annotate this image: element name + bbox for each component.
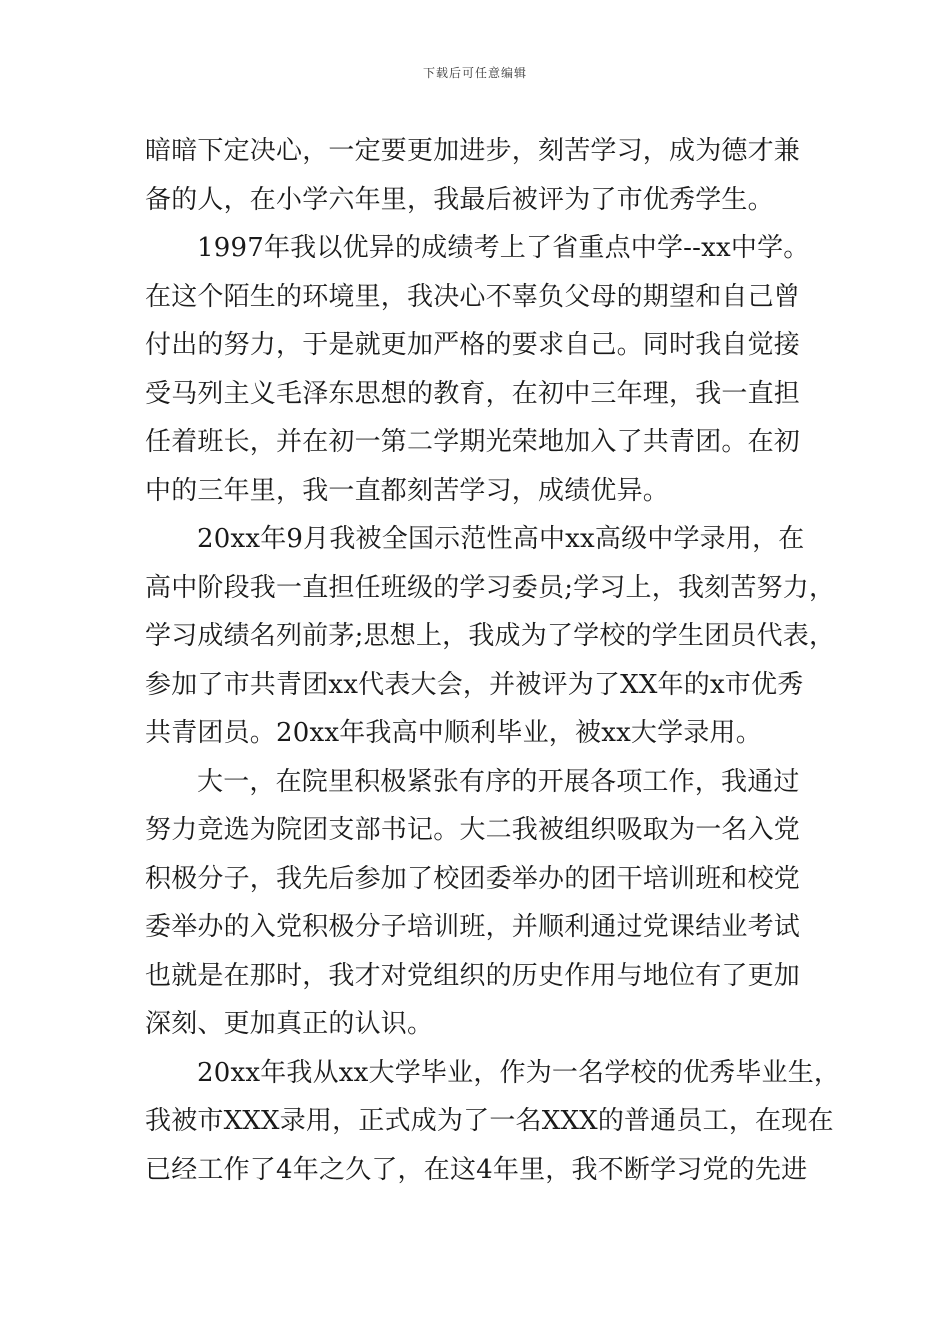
page-header: 下载后可任意编辑 (422, 66, 527, 80)
text-line: 任着班长，并在初一第二学期光荣地加入了共青团。在初 (145, 427, 801, 457)
text-line: 深刻、更加真正的认识。 (145, 1009, 434, 1039)
text-line: 已经工作了4年之久了，在这4年里，我不断学习党的先进 (145, 1154, 808, 1185)
text-line: 暗暗下定决心，一定要更加进步，刻苦学习，成为德才兼 (145, 136, 801, 166)
paragraph-first-line: 1997年我以优异的成绩考上了省重点中学--xx中学。 (197, 233, 810, 263)
text-line: 付出的努力，于是就更加严格的要求自己。同时我自觉接 (145, 330, 801, 360)
text-line: 高中阶段我一直担任班级的学习委员;学习上，我刻苦努力， (145, 572, 836, 603)
text-line: 也就是在那时，我才对党组织的历史作用与地位有了更加 (145, 960, 801, 991)
text-line: 积极分子，我先后参加了校团委举办的团干培训班和校党 (145, 863, 801, 894)
text-line: 受马列主义毛泽东思想的教育，在初中三年理，我一直担 (145, 378, 801, 409)
text-line: 参加了市共青团xx代表大会，并被评为了XX年的x市优秀 (145, 669, 804, 700)
text-line: 努力竞选为院团支部书记。大二我被组织吸取为一名入党 (145, 815, 801, 845)
paragraph-first-line: 20xx年我从xx大学毕业，作为一名学校的优秀毕业生， (197, 1057, 841, 1088)
text-line: 学习成绩名列前茅;思想上，我成为了学校的学生团员代表， (145, 621, 836, 651)
text-line: 委举办的入党积极分子培训班，并顺利通过党课结业考试 (145, 912, 801, 942)
text-line: 我被市XXX录用，正式成为了一名XXX的普通员工，在现在 (145, 1106, 834, 1136)
text-line: 中的三年里，我一直都刻苦学习，成绩优异。 (145, 475, 670, 506)
text-line: 共青团员。20xx年我高中顺利毕业，被xx大学录用。 (145, 718, 762, 748)
paragraph-first-line: 20xx年9月我被全国示范性高中xx高级中学录用，在 (197, 524, 805, 554)
body-text (145, 127, 841, 1194)
text-line: 在这个陌生的环境里，我决心不辜负父母的期望和自己曾 (145, 281, 801, 312)
text-line: 备的人，在小学六年里，我最后被评为了市优秀学生。 (145, 184, 774, 215)
paragraph-first-line: 大一，在院里积极紧张有序的开展各项工作，我通过 (197, 766, 800, 797)
